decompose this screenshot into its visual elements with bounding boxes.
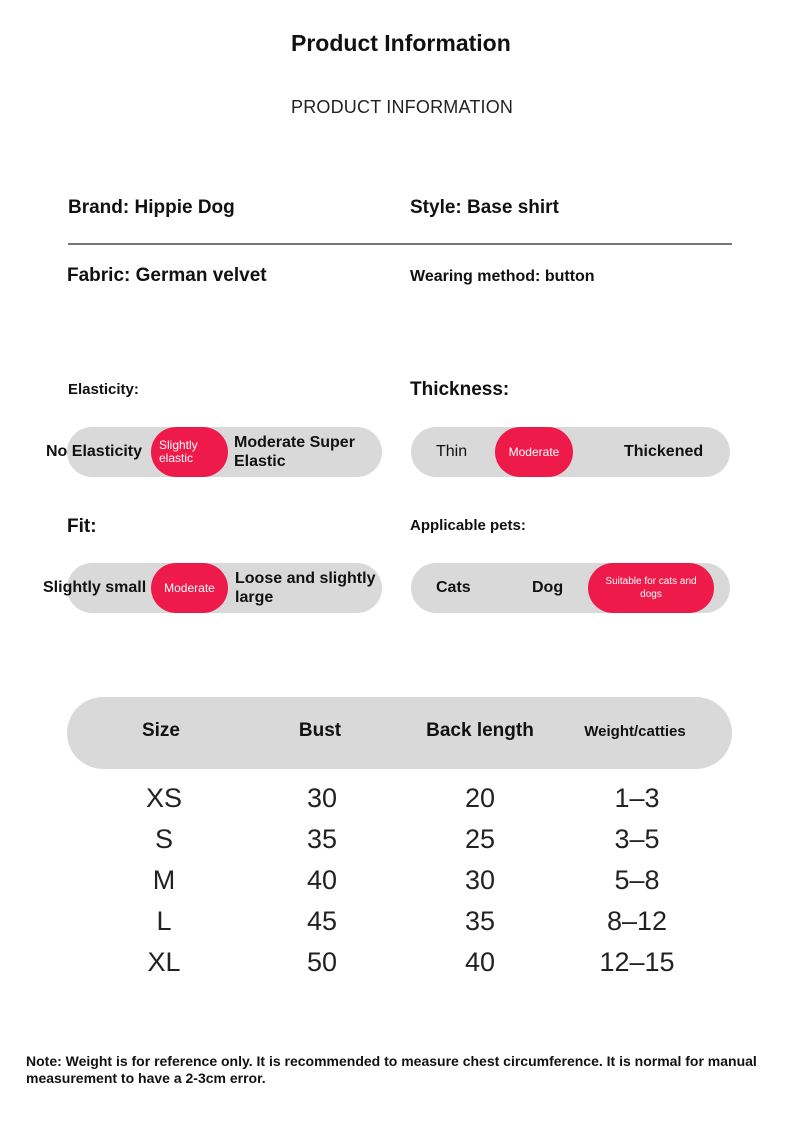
cell-size: XL	[147, 947, 181, 977]
fit-option-selected	[151, 563, 228, 613]
fit-option-loose: Loose and slightly large	[235, 570, 376, 606]
wearing-method-info: Wearing method: button	[410, 268, 595, 285]
header-bust: Bust	[298, 720, 342, 741]
page-subtitle: PRODUCT INFORMATION	[291, 97, 514, 117]
cell-bust: 30	[306, 783, 338, 813]
table-row	[0, 865, 790, 906]
page-title: Product Information	[291, 30, 511, 56]
elasticity-option-super: Moderate Super Elastic	[234, 434, 355, 470]
fit-label: Fit:	[67, 516, 97, 537]
style-info: Style: Base shirt	[410, 197, 559, 218]
table-row	[0, 906, 790, 947]
elasticity-option-selected	[151, 427, 228, 477]
info-divider	[68, 243, 732, 245]
elasticity-label: Elasticity:	[68, 381, 139, 398]
cell-weight: 1–3	[614, 783, 660, 813]
thickness-selected-text: Moderate	[508, 444, 560, 459]
header-weight: Weight/catties	[584, 723, 686, 740]
cell-back-length: 40	[464, 947, 496, 977]
pets-label: Applicable pets:	[410, 517, 526, 534]
cell-weight: 5–8	[614, 865, 660, 895]
cell-weight: 3–5	[614, 824, 660, 854]
pets-option-selected	[588, 563, 714, 613]
elasticity-selected-text: Slightly elastic	[159, 438, 198, 465]
cell-back-length: 35	[464, 906, 496, 936]
fabric-info: Fabric: German velvet	[67, 265, 267, 286]
pets-option-cats: Cats	[436, 579, 471, 596]
pets-option-dog: Dog	[532, 579, 564, 596]
cell-bust: 50	[306, 947, 338, 977]
table-row	[0, 824, 790, 865]
pets-selected-text: Suitable for cats and dogs	[605, 576, 697, 600]
fit-selected-text: Moderate	[164, 580, 215, 595]
cell-size: S	[154, 824, 173, 854]
cell-back-length: 20	[464, 783, 496, 813]
cell-bust: 45	[306, 906, 338, 936]
thickness-option-thin: Thin	[436, 443, 468, 460]
measurement-note: Note: Weight is for reference only. It is recommended to measure chest circumference. It is normal for manual measurement to have a 2-3cm error.	[26, 1053, 757, 1086]
thickness-label: Thickness:	[410, 379, 510, 400]
cell-weight: 8–12	[606, 906, 668, 936]
cell-size: XS	[145, 783, 183, 813]
cell-back-length: 30	[464, 865, 496, 895]
cell-back-length: 25	[464, 824, 496, 854]
brand-info: Brand: Hippie Dog	[68, 197, 235, 218]
cell-size: L	[156, 906, 172, 936]
cell-size: M	[152, 865, 176, 895]
table-row	[0, 783, 790, 824]
cell-weight: 12–15	[599, 947, 675, 977]
table-row	[0, 947, 790, 988]
cell-bust: 35	[306, 824, 338, 854]
header-back-length: Back length	[426, 720, 534, 741]
thickness-option-selected	[495, 427, 573, 477]
thickness-option-thickened: Thickened	[624, 443, 704, 460]
elasticity-option-none: No Elasticity	[46, 443, 143, 460]
header-size: Size	[141, 720, 181, 741]
cell-bust: 40	[306, 865, 338, 895]
fit-option-small: Slightly small	[43, 579, 147, 596]
